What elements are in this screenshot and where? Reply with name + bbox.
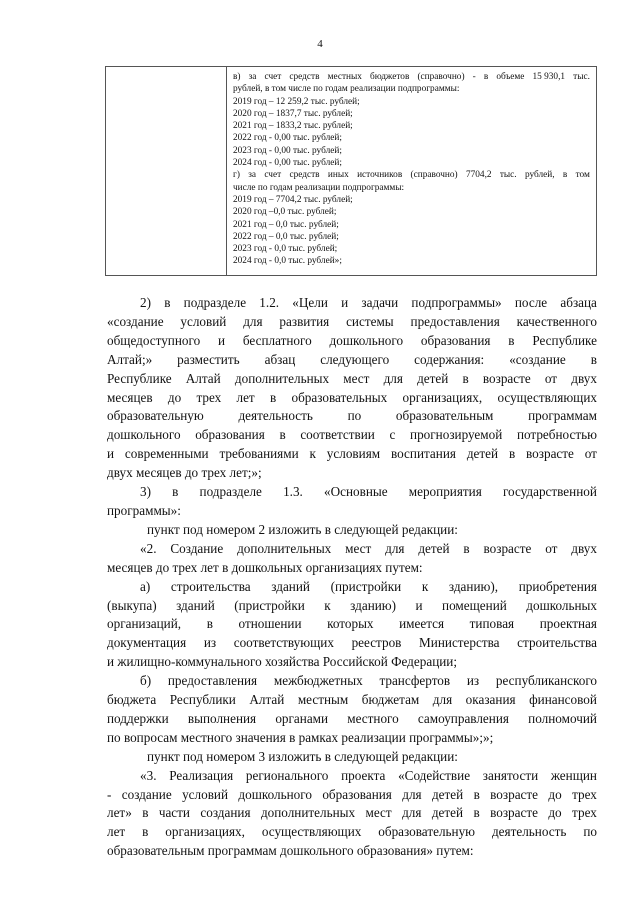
word: в [142,805,149,821]
word: «Цели [292,295,328,310]
word: «создание [107,313,164,329]
word: дошкольного [107,427,181,443]
word: возрасте [526,446,574,462]
word: детей [418,540,450,556]
word: Республике [107,370,172,386]
word: средств [289,72,320,82]
word: строительства [170,578,251,594]
word: и [107,446,115,462]
word: имеется [399,616,445,632]
word: образования [420,332,491,348]
word: трех [196,389,222,405]
word: дошкольного [238,786,312,802]
word: в [279,427,286,443]
word: проекта [341,767,386,783]
word: отношении [238,616,302,632]
word: в [269,389,277,405]
word: предоставления [167,673,258,689]
word: документация [107,635,187,651]
word: (пристройки [234,597,305,613]
table-line: 2023 год - 0,0 тыс. рублей; [233,244,338,255]
word: системы [346,313,394,329]
word: Создание [170,540,224,556]
table-line: 2023 год - 0,00 тыс. рублей; [233,145,342,156]
word: бюджетам [361,692,420,708]
text-line [107,389,597,408]
word: к [324,597,331,613]
word: местных [327,72,362,82]
word: содержания: [414,351,485,367]
word: «создание [509,351,566,367]
word: задачи [361,295,399,310]
text-line [107,578,597,597]
word: создания [200,805,251,821]
word: абзаца [560,295,597,310]
table-text-cell [233,71,590,268]
word: возрасте [482,370,531,386]
word: трансфертов [379,673,451,689]
word: мест [345,540,372,556]
word: подразделе [183,295,247,310]
word: «3. [140,767,157,783]
word: в [142,824,149,840]
word: разместить [177,351,240,367]
word: Республике [532,332,597,348]
word: 3) [140,484,151,500]
word: для [402,805,422,821]
word: общедоступного [107,332,201,348]
word: дошкольного [329,332,404,348]
word: 2) [140,295,151,310]
table-line: 2020 год –0,0 тыс. рублей; [233,207,337,218]
word: регионального [245,767,329,783]
text-line [107,691,597,710]
word: современными [124,446,209,462]
word: для [243,313,263,329]
word: соответствии [300,427,375,443]
page-number: 4 [317,38,323,50]
text-line [107,767,597,786]
word: в [590,351,597,367]
word: прогнозируемой [410,427,503,443]
table-line: рублей, в том числе по годам реализации подпрограммы: [233,84,460,95]
word: помещений [442,597,507,613]
word: за [248,170,257,181]
text-line [107,634,597,653]
text-line: месяцев до трех лет в дошкольных организациях путем: [107,559,423,575]
text-line: пункт под номером 3 изложить в следующей редакции: [147,748,458,764]
word: зданию) [350,597,397,613]
word: двух [571,540,597,556]
word: к [421,578,429,594]
text-line [107,597,597,616]
word: от [584,446,597,462]
word: тыс. [499,170,517,181]
word: в [463,540,470,556]
word: Реализация [169,767,234,783]
word: лет [107,824,126,840]
word: дошкольных [526,597,597,613]
word: бюджета [107,692,157,708]
word: для [383,370,403,386]
word: (справочно) [417,72,465,82]
funding-table [105,66,597,276]
word: которых [327,616,374,632]
table-line: 2022 год – 0,0 тыс. рублей; [233,231,339,242]
word: дополнительных [234,370,330,386]
word: бюджетов [370,72,410,82]
word: качественного [516,313,597,329]
word: от [544,370,558,386]
word: подпрограммы» [411,295,502,310]
word: до [548,805,562,821]
word: (пристройки [330,578,402,594]
document-body [107,294,597,861]
word: (справочно) [410,170,458,181]
word: реестров [351,635,402,651]
word: источников [357,170,403,181]
word: абзац [264,351,296,367]
word: детей [431,805,464,821]
word: Алтай [249,692,285,708]
table-line: числе по годам реализации подпрограммы: [233,182,405,193]
text-line: и жилищно-коммунального хозяйства Российской Федерации; [107,654,458,670]
word: г) [233,170,240,181]
word: б) [140,673,152,689]
table-line [233,71,590,83]
word: иных [327,170,349,181]
word: потребностью [516,427,597,443]
text-line: двух месяцев до трех лет;»; [107,465,262,481]
word: бесплатного [242,332,312,348]
word: в [562,170,568,181]
word: Алтай [185,370,221,386]
word: дополнительных [237,540,332,556]
word: государственной [502,484,597,500]
text-line [107,540,597,559]
table-line [233,169,590,181]
word: месяцев [107,389,153,405]
text-line [107,786,597,805]
word: лет [236,389,255,405]
word: в [462,370,469,386]
table-line: 2022 год - 0,00 тыс. рублей; [233,133,342,144]
text-line [107,804,597,823]
word: образовательную [107,408,204,424]
word: для [385,540,405,556]
word: двух [571,370,597,386]
word: - [472,72,476,82]
word: по [347,408,362,424]
word: органами [275,710,329,726]
word: в [206,616,213,632]
text-line [107,672,597,691]
word: местным [297,692,349,708]
word: межбюджетных [273,673,363,689]
text-line [107,823,597,842]
text-line: образовательным программам дошкольного образования» путем: [107,843,474,859]
text-line [107,710,597,729]
word: возрасте [490,786,539,802]
word: для [402,786,422,802]
word: детей [466,446,499,462]
word: том [575,170,590,181]
word: мест [365,805,392,821]
word: объеме [496,72,525,82]
table-line: 2024 год - 0,00 тыс. рублей; [233,158,342,169]
word: возрасте [490,805,538,821]
text-line: пункт под номером 2 изложить в следующей редакции: [147,521,458,537]
word: счет [264,170,282,181]
word: в [473,786,480,802]
word: условий [182,786,229,802]
word: «Основные [323,484,388,500]
word: занятости [482,767,539,783]
word: из [466,673,480,689]
word: Республики [169,692,236,708]
word: условиям [326,446,381,462]
word: 1.2. [259,295,280,310]
word: рублей, [524,170,555,181]
text-line [107,294,597,313]
word: а) [140,578,151,594]
text-line [107,407,597,426]
word: зданий [176,597,215,613]
word: - [107,786,112,802]
table-column-divider [226,67,227,275]
text-line [107,370,597,389]
table-line: 2021 год – 0,0 тыс. рублей; [233,219,339,230]
word: Министерства [419,635,500,651]
word: следующего [320,351,390,367]
word: 1.3. [283,484,303,500]
word: проектная [539,616,597,632]
text-line [107,351,597,370]
word: возрасте [483,540,532,556]
word: зданий [271,578,310,594]
word: образования [195,427,265,443]
word: в [508,332,515,348]
word: дополнительных [260,805,356,821]
table-line: 2019 год – 7704,2 тыс. рублей; [233,194,353,205]
word: развития [279,313,330,329]
word: 15 930,1 [532,72,566,82]
word: типовая [469,616,515,632]
word: деятельность [238,408,313,424]
word: в [172,484,179,500]
word: воспитания [390,446,456,462]
word: условий [180,313,227,329]
word: образовательную [378,824,476,840]
word: приобретения [518,578,597,594]
word: и [341,295,349,310]
word: части [158,805,190,821]
word: образовательным [395,408,494,424]
word: трех [572,786,597,802]
word: поддержки [107,710,169,726]
word: республиканского [495,673,597,689]
word: в [483,72,489,82]
text-line [107,313,597,332]
word: деятельность [491,824,567,840]
word: лет» [107,805,132,821]
word: оказания [465,692,516,708]
word: счет [264,72,282,82]
word: «Содействие [398,767,471,783]
word: мероприятия [408,484,482,500]
word: организациях, [402,389,483,405]
word: от [545,540,558,556]
word: в [508,446,516,462]
word: создание [121,786,172,802]
word: организациях, [165,824,245,840]
word: образовательных [291,389,388,405]
word: мест [343,370,370,386]
word: соответствующих [233,635,334,651]
word: и [218,332,226,348]
word: осуществляющих [261,824,362,840]
text-line: программы»: [107,502,181,518]
word: в [473,805,480,821]
word: трех [572,805,597,821]
word: полномочий [528,710,597,726]
table-line: 2019 год – 12 259,2 тыс. рублей; [233,96,360,107]
word: образования [322,786,392,802]
word: и [415,597,423,613]
text-line [107,615,597,634]
word: требованиями [219,446,299,462]
word: из [203,635,217,651]
word: в) [233,72,241,82]
word: 7704,2 [465,170,492,181]
table-line: 2024 год - 0,0 тыс. рублей»; [233,256,342,267]
word: женщин [550,767,597,783]
word: по [583,824,597,840]
word: Алтай;» [107,351,153,367]
word: программам [528,408,597,424]
word: выполнения [187,710,257,726]
word: предоставления [410,313,500,329]
word: детей [417,370,449,386]
word: после [514,295,548,310]
word: подразделе [199,484,262,500]
word: строительства [517,635,597,651]
word: к [309,446,316,462]
word: финансовой [529,692,597,708]
word: до [167,389,182,405]
word: «2. [140,540,157,556]
word: самоуправления [417,710,509,726]
text-line [107,332,597,351]
word: детей [431,786,464,802]
word: до [548,786,562,802]
word: тыс. [573,72,590,82]
word: средств [289,170,320,181]
word: местного [347,710,399,726]
table-line: 2021 год – 1833,2 тыс. рублей; [233,121,353,132]
word: осуществляющих [497,389,597,405]
table-line: 2020 год – 1837,7 тыс. рублей; [233,108,353,119]
word: (выкупа) [107,597,157,613]
text-line [107,426,597,445]
text-line [107,445,597,464]
word: в [164,295,171,310]
text-line: по вопросам местного значения в рамках реализации программы»;»; [107,729,494,745]
word: за [248,72,257,82]
word: зданию), [448,578,499,594]
word: для [432,692,453,708]
word: организаций, [107,616,182,632]
word: с [389,427,396,443]
text-line [107,483,597,502]
